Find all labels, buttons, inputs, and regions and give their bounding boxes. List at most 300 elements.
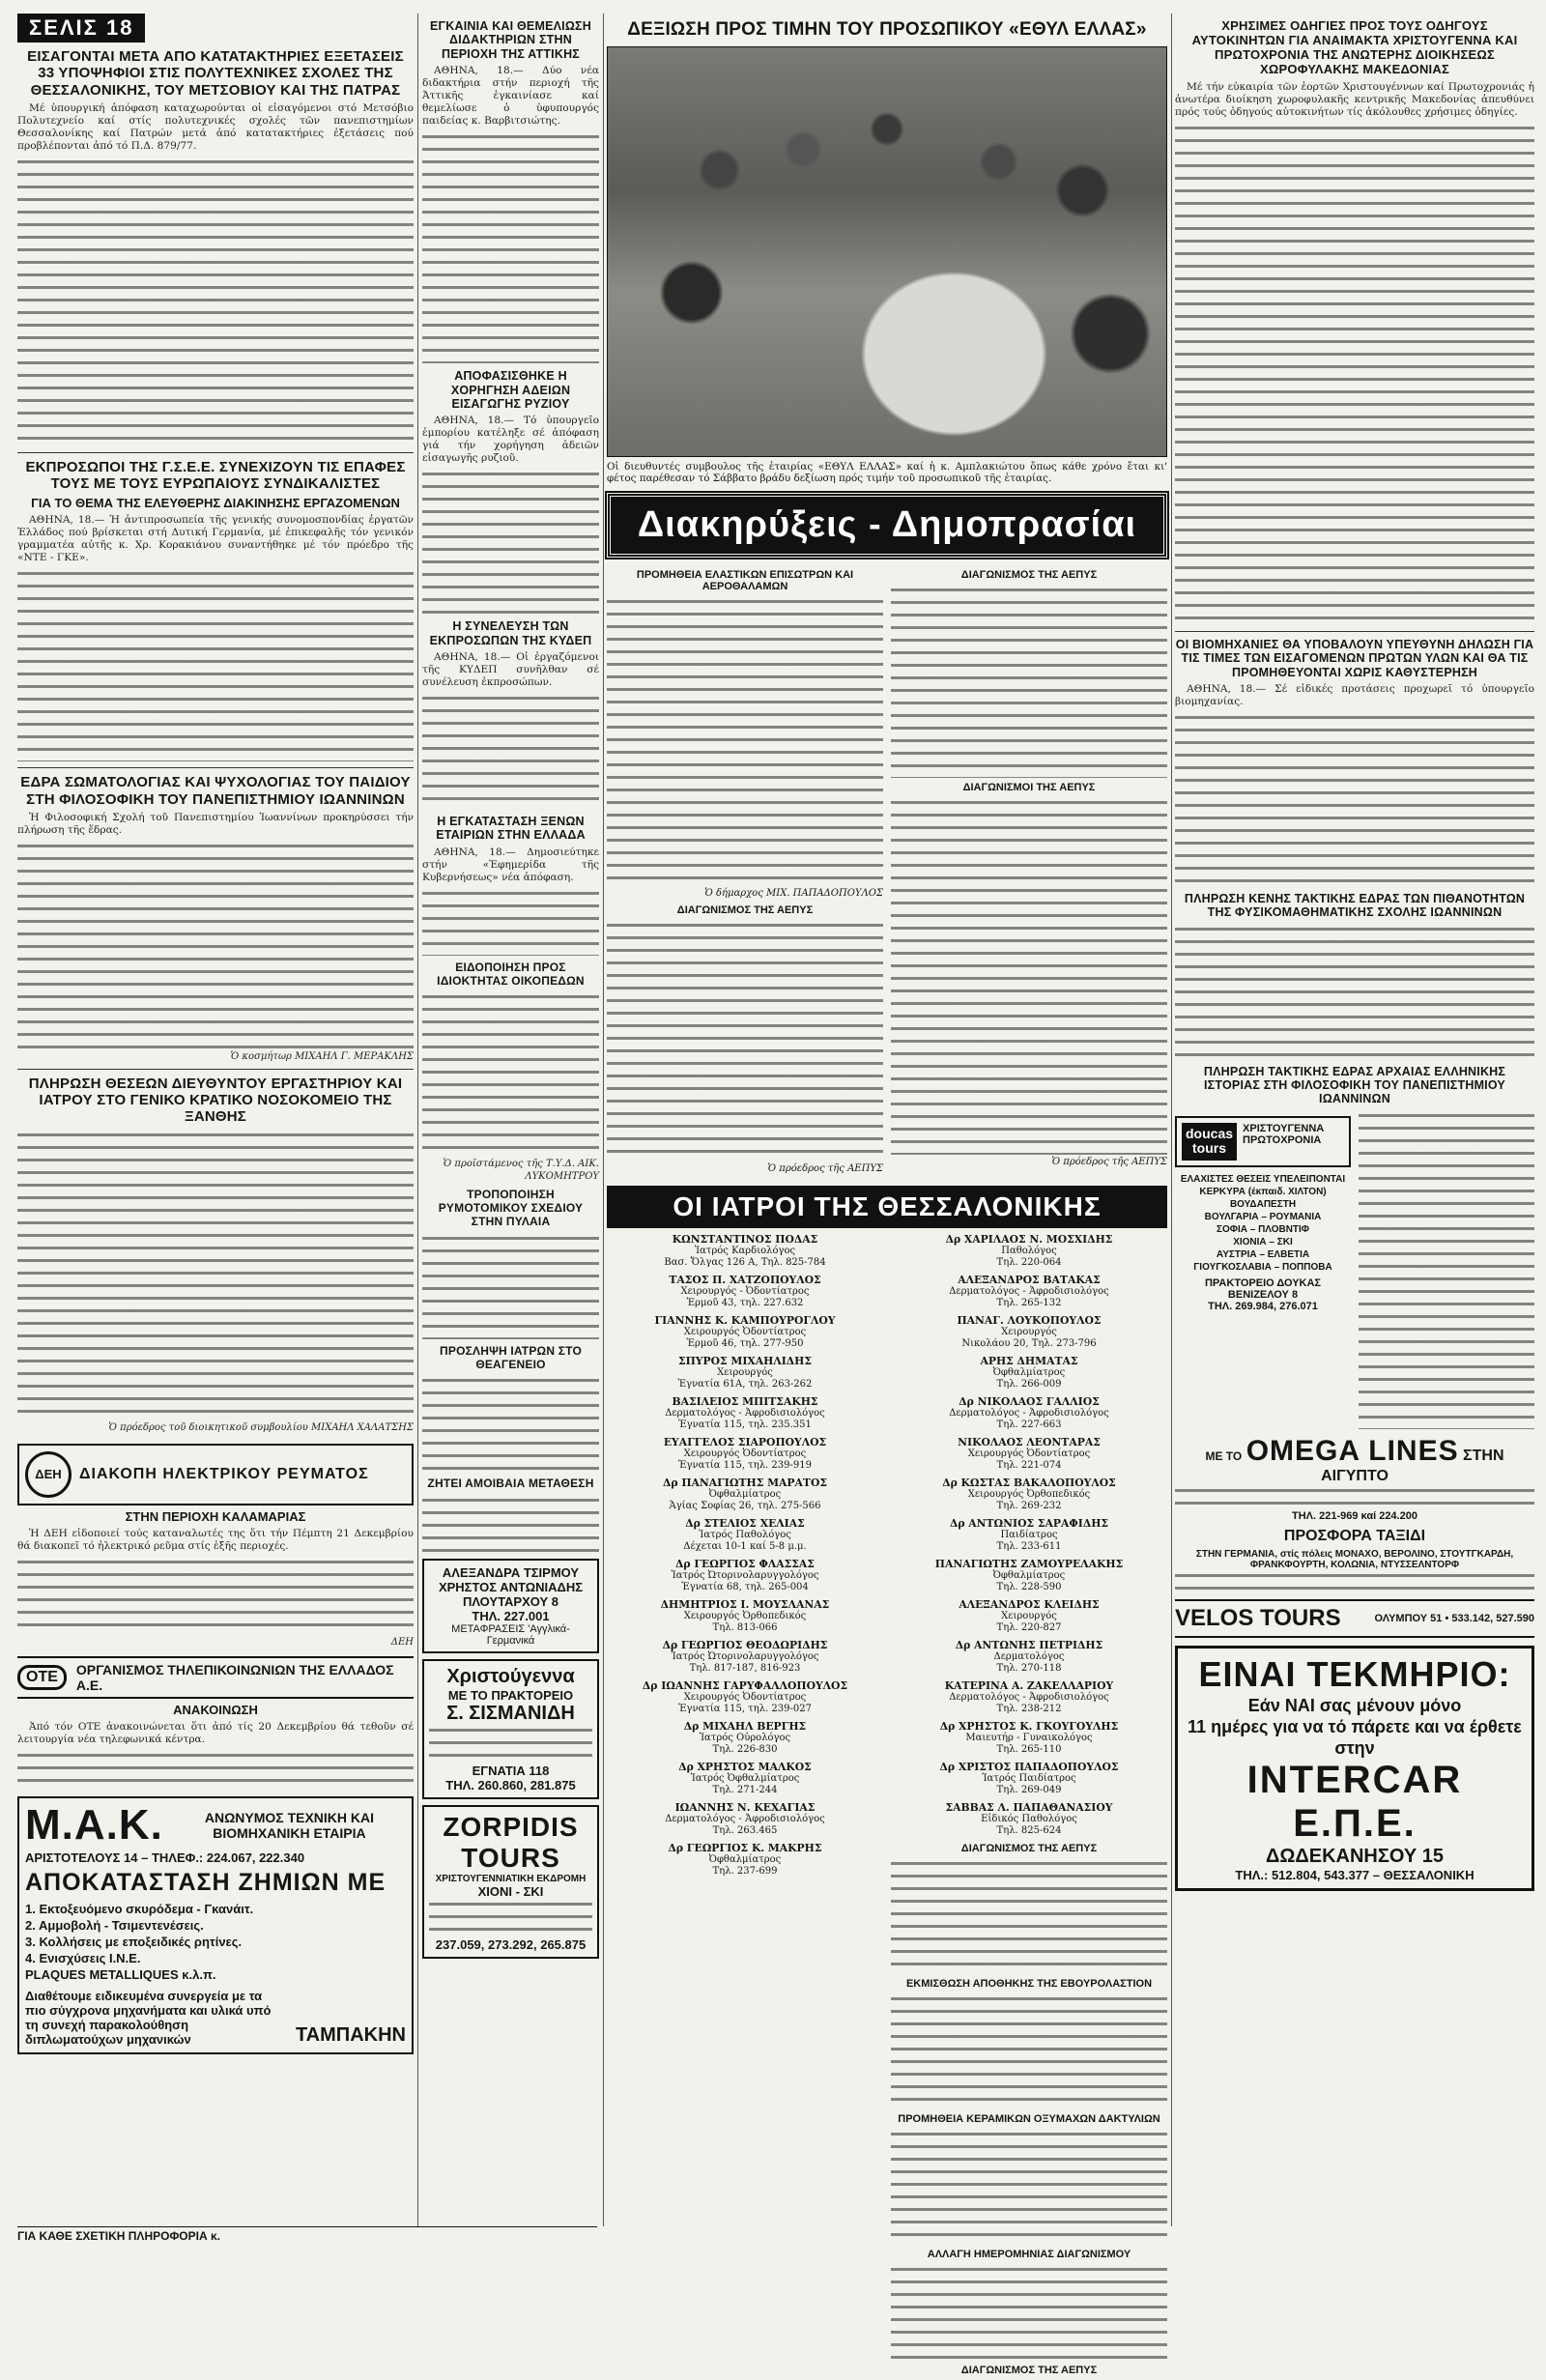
doucas-advert <box>1175 1116 1351 1167</box>
intercar-line: 11 ημέρες για να τό πάρετε και να έρθετε στην <box>1188 1716 1522 1758</box>
doctor-listing <box>607 1234 883 1269</box>
doctor-spec: Ὀφθαλμίατρος <box>708 1853 782 1865</box>
headline-gsee: ΕΚΠΡΟΣΩΠΟΙ ΤΗΣ Γ.Σ.Ε.Ε. ΣΥΝΕΧΙΖΟΥΝ ΤΙΣ ΕΠΑΦΕΣ ΤΟΥΣ ΜΕ ΤΟΥΣ ΕΥΡΩΠΑΙΟΥΣ ΣΥΝΔΙΚΑΛΙΣΤΕΣ <box>25 458 406 492</box>
doctor-name: ΚΩΝΣΤΑΝΤΙΝΟΣ ΠΟΔΑΣ <box>672 1232 818 1246</box>
doctor-spec: Χειρουργός - Ὀδοντίατρος <box>680 1285 810 1297</box>
zorpidis-advert <box>422 1805 599 1959</box>
doctor-listing <box>891 1599 1167 1634</box>
headline-probability-chair: ΠΛΗΡΩΣΗ ΚΕΝΗΣ ΤΑΚΤΙΚΗΣ ΕΔΡΑΣ ΤΩΝ ΠΙΘΑΝΟΤΗΤΩΝ ΤΗΣ ΦΥΣΙΚΟΜΑΘΗΜΑΤΙΚΗΣ ΣΧΟΛΗΣ ΙΩΑΝΝΙΝΩΝ <box>1184 891 1526 920</box>
doctor-addr: Τηλ. 228-590 <box>996 1581 1062 1592</box>
article-rice <box>422 415 599 614</box>
doucas-logo: doucas tours <box>1182 1123 1237 1161</box>
dei-text: Ἡ ΔΕΗ εἰδοποιεί τούς καταναλωτές της ὅτι τήν Πέμπτη 21 Δεκεμβρίου θά διακοπεῖ τό ἠλεκτρικό ρεῦμα στίς ἑξῆς περιοχές. <box>17 1527 414 1552</box>
doctor-spec: Ὀφθαλμίατρος <box>992 1366 1066 1378</box>
article-text-lines <box>1359 1110 1534 1429</box>
mak-name: ΤΑΜΠΑΚΗΝ <box>295 2023 406 2046</box>
doctor-name: ΙΩΑΝΝΗΣ Ν. ΚΕΧΑΓΙΑΣ <box>674 1800 816 1814</box>
doctor-addr: Ἐρμοῦ 46, τηλ. 277-950 <box>686 1337 804 1349</box>
doctor-listing <box>891 1762 1167 1796</box>
doucas-lines <box>1175 1173 1351 1274</box>
doctor-addr: Τηλ. 269-232 <box>996 1500 1062 1511</box>
tender-text-lines <box>891 1858 1167 1974</box>
doctor-listing <box>607 1721 883 1756</box>
ote-subtitle: ΑΝΑΚΟΙΝΩΣΗ <box>173 1702 258 1717</box>
article-xanthi-hospital <box>17 1130 414 1434</box>
doctor-listing <box>891 1275 1167 1309</box>
dei-notice <box>17 1444 414 1505</box>
tender-headline: ΑΛΛΑΓΗ ΗΜΕΡΟΜΗΝΙΑΣ ΔΙΑΓΩΝΙΣΜΟΥ <box>927 2248 1131 2260</box>
tenders-col-left <box>607 565 883 1180</box>
ad-text-lines <box>429 1725 592 1763</box>
doctor-name: ΑΡΗΣ ΔΗΜΑΤΑΣ <box>980 1354 1078 1367</box>
doctor-spec: Ἰατρός Παιδίατρος <box>982 1772 1076 1784</box>
doctor-addr: Τηλ. 813-066 <box>712 1621 778 1633</box>
velos-address: ΟΛΥΜΠΟΥ 51 • 533.142, 527.590 <box>1374 1612 1534 1624</box>
article-text: ΑΘΗΝΑ, 18.— Σέ εἰδικές προτάσεις προχωρεῖ τό ὑπουργεῖο βιομηχανίας. <box>1175 682 1534 707</box>
doctor-addr: Τηλ. 227-663 <box>996 1419 1062 1430</box>
tender-signature: Ὁ πρόεδρος τῆς ΑΕΠΥΣ <box>767 1162 883 1174</box>
doctor-listing <box>607 1396 883 1431</box>
omega-phone: ΤΗΛ. 221-969 καί 224.200 <box>1292 1509 1417 1522</box>
article-text-lines <box>422 1495 599 1553</box>
doctor-name: ΑΛΕΞΑΝΔΡΟΣ ΒΑΤΑΚΑΣ <box>958 1273 1101 1286</box>
doctor-addr: Τηλ. 220-064 <box>996 1256 1062 1268</box>
headline-drivers: ΧΡΗΣΙΜΕΣ ΟΔΗΓΙΕΣ ΠΡΟΣ ΤΟΥΣ ΟΔΗΓΟΥΣ ΑΥΤΟΚΙΝΗΤΩΝ ΓΙΑ ΑΝΑΙΜΑΚΤΑ ΧΡΙΣΤΟΥΓΕΝΝΑ ΚΑΙ ΠΡΩΤΟΧΡΟΝΙΑ ΤΗΣ ΑΝΩΤΕΡΗΣ ΔΙΟΙΚΗΣΕΩΣ ΧΩΡΟΦΥΛΑΚΗΣ ΜΑΚΕΔΟΝΙΑΣ <box>1191 18 1518 76</box>
zorpidis-logo: ZORPIDIS TOURS <box>443 1812 579 1874</box>
doctor-spec: Δερματολόγος - Ἀφροδισιολόγος <box>949 1691 1109 1703</box>
doctor-listing <box>607 1802 883 1837</box>
doctor-spec: Δερματολόγος - Ἀφροδισιολόγος <box>665 1813 825 1824</box>
intercar-address: ΔΩΔΕΚΑΝΗΣΟΥ 15 <box>1265 1845 1445 1867</box>
doctor-addr: Τηλ. 238-212 <box>996 1703 1062 1714</box>
ad-line: ΧΙΟΝΙ - ΣΚΙ <box>477 1884 544 1900</box>
column-rule <box>603 14 604 2226</box>
velos-advert <box>1175 1599 1534 1638</box>
doctor-spec: Ἰατρός Ὠτορινολαρυγγολόγος <box>671 1569 819 1581</box>
doctor-spec: Ἰατρός Παθολόγος <box>699 1529 791 1540</box>
doctor-listing <box>607 1680 883 1715</box>
ad-line: ΕΓΝΑΤΙΑ 118 <box>472 1763 550 1779</box>
doctor-name: Δρ ΚΩΣΤΑΣ ΒΑΚΑΛΟΠΟΥΛΟΣ <box>942 1476 1116 1489</box>
doctor-spec: Ἰατρός Ὠτορινολαρυγγολόγος <box>671 1650 819 1662</box>
photo-caption: Οἱ διευθυντές συμβουλος τῆς ἑταιρίας «ΕΘΥΛ ΕΛΛΑΣ» καί ἡ κ. Αμπλακιώτου ὅπως κάθε χρόνο ἔται κι' φέτος παρέθεσαν τό Σάββατο βράδυ δεξίωση πρός τιμήν τοῦ προσωπικοῦ τῆς ἑταιρίας. <box>607 460 1167 485</box>
sismanidis-advert <box>422 1659 599 1799</box>
doctor-name: ΣΑΒΒΑΣ Λ. ΠΑΠΑΘΑΝΑΣΙΟΥ <box>945 1800 1113 1814</box>
article-text-lines <box>1175 712 1534 886</box>
doctor-listing <box>607 1762 883 1796</box>
column-1 <box>17 14 414 2047</box>
doctor-spec: Δερματολόγος <box>993 1650 1065 1662</box>
offer-text: ΣΤΗΝ ΓΕΡΜΑΝΙΑ, στίς πόλεις ΜΟΝΑΧΟ, ΒΕΡΟΛΙΝΟ, ΣΤΟΥΤΓΚΑΡΔΗ, ΦΡΑΝΚΦΟΥΡΤΗ, ΚΟΛΩΝΙΑ, ΝΤΥΣΣΕΛΝΤΟΡΦ <box>1195 1548 1514 1570</box>
doctor-listing <box>891 1315 1167 1350</box>
ote-logo: ΟΤΕ <box>17 1665 67 1690</box>
article-industries <box>1175 683 1534 886</box>
doucas-line: ΣΟΦΙΑ – ΠΛΟΒΝΤΙΦ <box>1216 1223 1310 1235</box>
doctor-spec: Χειρουργός Ὀδοντίατρος <box>967 1448 1091 1459</box>
doctor-addr: Τηλ. 269-049 <box>996 1784 1062 1795</box>
doctor-addr: Βασ. Ὄλγας 126 Α, Τηλ. 825-784 <box>664 1256 826 1268</box>
headline-oikopeda: ΕΙΔΟΠΟΙΗΣΗ ΠΡΟΣ ΙΔΙΟΚΤΗΤΑΣ ΟΙΚΟΠΕΔΩΝ <box>437 960 585 988</box>
column-rule <box>1171 14 1172 2226</box>
dei-title: ΔΙΑΚΟΠΗ ΗΛΕΚΤΡΙΚΟΥ ΡΕΥΜΑΤΟΣ <box>79 1465 369 1482</box>
tender-signature: Ὁ πρόεδρος τῆς ΑΕΠΥΣ <box>1051 1156 1167 1167</box>
tender-headline: ΔΙΑΓΩΝΙΣΜΟΙ ΤΗΣ ΑΕΠΥΣ <box>962 781 1096 793</box>
article-text-lines <box>422 991 599 1156</box>
article-oikopeda <box>422 991 599 1183</box>
doctor-listing <box>607 1477 883 1512</box>
dei-subtitle: ΣΤΗΝ ΠΕΡΙΟΧΗ ΚΑΛΑΜΑΡΙΑΣ <box>125 1508 306 1524</box>
article-text-lines <box>1175 123 1534 625</box>
article-text: ΑΘΗΝΑ, 18.— Δημοσιεύτηκε στήν «Ἐφημερίδα τῆς Κυβερνήσεως» νέα ἀπόφαση. <box>422 846 599 883</box>
doctor-listing <box>607 1640 883 1675</box>
mak-top <box>25 1800 406 1849</box>
headline-somatologia: ΕΔΡΑ ΣΩΜΑΤΟΛΟΓΙΑΣ ΚΑΙ ΨΥΧΟΛΟΓΙΑΣ ΤΟΥ ΠΑΙΔΙΟΥ ΣΤΗ ΦΙΛΟΣΟΦΙΚΗ ΤΟΥ ΠΑΝΕΠΙΣΤΗΜΙΟΥ ΙΩΑΝΝΙΝΩΝ <box>20 774 411 808</box>
doctor-spec: Χειρουργός <box>717 1366 773 1378</box>
doctor-addr: Ἐγνατία 115, τηλ. 239-027 <box>678 1703 812 1714</box>
omega-text-lines <box>1175 1485 1534 1510</box>
doucas-line: ΧΙΟΝΙΑ – ΣΚΙ <box>1233 1236 1293 1247</box>
doucas-line: ΓΙΟΥΓΚΟΣΛΑΒΙΑ – ΠΟΠΠΟΒΑ <box>1193 1261 1332 1273</box>
headline-metathesi: ΖΗΤΕΙ ΑΜΟΙΒΑΙΑ ΜΕΤΑΘΕΣΗ <box>427 1477 594 1491</box>
mak-logo: Μ.Α.Κ. <box>25 1800 163 1849</box>
headline-admissions: ΕΙΣΑΓΟΝΤΑΙ ΜΕΤΑ ΑΠΟ ΚΑΤΑΤΑΚΤΗΡΙΕΣ ΕΞΕΤΑΣΕΙΣ 33 ΥΠΟΨΗΦΙΟΙ ΣΤΙΣ ΠΟΛΥΤΕΧΝΙΚΕΣ ΣΧΟΛΕΣ ΤΗΣ ΘΕΣΣΑΛΟΝΙΚΗΣ, ΤΟΥ ΜΕΤΣΟΒΙΟΥ ΚΑΙ ΤΗΣ ΠΑΤΡΑΣ <box>27 48 404 99</box>
doctor-spec: Παιδίατρος <box>1000 1529 1058 1540</box>
doctor-spec: Δερματολόγος - Ἀφροδισιολόγος <box>665 1407 825 1419</box>
tender-signature: Ὁ δήμαρχος ΜΙΧ. ΠΑΠΑΔΟΠΟΥΛΟΣ <box>704 887 883 899</box>
article-text: Μέ ὑπουργική ἀπόφαση καταχωρούνται οἱ εἰσαγόμενοι στό Μετσόβιο Πολυτεχνείο καί στίς πολυτεχνικές σχολές τῶν πανεπιστημίων Θεσσαλονίκης καί Πατρών μετά ἀπό κατατακτήριες ἐξετάσεις πού προβλέπονται ἀπό τό Π.Δ. 879/77. <box>17 101 414 152</box>
article-text-lines <box>422 131 599 363</box>
signature: Ὁ προϊστάμενος τῆς Τ.Υ.Δ. ΑΙΚ. ΛΥΚΟΜΗΤΡΟΥ <box>443 1159 599 1183</box>
article-text: ΑΘΗΝΑ, 18.— Οἱ ἐργαζόμενοι τῆς ΚΥΔΕΠ συνῆλθαν σέ συνέλευση ἐκπροσώπων. <box>422 651 599 688</box>
tender-headline: ΔΙΑΓΩΝΙΣΜΟΣ ΤΗΣ ΑΕΠΥΣ <box>960 568 1098 581</box>
ad-line: ΤΗΛ. 260.860, 281.875 <box>445 1778 576 1793</box>
headline-foreign-companies: Η ΕΓΚΑΤΑΣΤΑΣΗ ΞΕΝΩΝ ΕΤΑΙΡΙΩΝ ΣΤΗΝ ΕΛΛΑΔΑ <box>436 815 586 843</box>
ad-phone: 237.059, 273.292, 265.875 <box>435 1937 587 1953</box>
doctor-addr: Τηλ. 233-611 <box>996 1540 1062 1552</box>
dei-body <box>17 1528 414 1649</box>
column-4 <box>1175 14 1534 2236</box>
doctor-addr: Τηλ. 265-132 <box>996 1297 1062 1308</box>
mak-services <box>25 1901 406 1983</box>
doctor-addr: Τηλ. 270-118 <box>996 1662 1062 1674</box>
mak-advert <box>17 1796 414 2054</box>
omega-name: OMEGA LINES <box>1245 1434 1459 1467</box>
ad-line: Σ. ΣΙΣΜΑΝΙΔΗ <box>446 1703 575 1725</box>
divider <box>17 1069 414 1070</box>
ad-line: ΑΛΕΞΑΝΔΡΑ ΤΣΙΡΜΟΥ <box>442 1565 580 1581</box>
ote-name: ΟΡΓΑΝΙΣΜΟΣ ΤΗΛΕΠΙΚΟΙΝΩΝΙΩΝ ΤΗΣ ΕΛΛΑΔΟΣ Α.Ε. <box>75 1661 394 1693</box>
doctor-listing <box>607 1437 883 1472</box>
intercar-line: Εάν ΝΑΙ σας μένουν μόνο <box>1247 1695 1462 1715</box>
mak-service: 1. Εκτοξευόμενο σκυρόδεμα - Γκανάιτ. <box>25 1901 254 1916</box>
doucas-line: ΒΟΥΔΑΠΕΣΤΗ <box>1229 1198 1297 1210</box>
doctor-spec: Χειρουργός Ὀδοντίατρος <box>683 1448 807 1459</box>
doctor-listing <box>607 1275 883 1309</box>
doctor-name: ΠΑΝΑΓ. ΛΟΥΚΟΠΟΥΛΟΣ <box>957 1313 1102 1327</box>
doctor-spec: Ὀφθαλμίατρος <box>708 1488 782 1500</box>
ote-text: Ἀπό τόν ΟΤΕ ἀνακοινώνεται ὅτι ἀπό τίς 20 Δεκεμβρίου θά τεθοῦν σέ λειτουργία νέα τηλεφωνικά κέντρα. <box>17 1720 414 1745</box>
doctor-name: Δρ ΣΤΕΛΙΟΣ ΧΕΛΙΑΣ <box>685 1516 805 1530</box>
divider <box>17 452 414 453</box>
doctor-spec: Ἰατρός Καρδιολόγος <box>694 1245 796 1256</box>
tender-text-lines <box>891 797 1167 1155</box>
subheadline-gsee: ΓΙΑ ΤΟ ΘΕΜΑ ΤΗΣ ΕΛΕΥΘΕΡΗΣ ΔΙΑΚΙΝΗΣΗΣ ΕΡΓΑΖΟΜΕΝΩΝ <box>31 496 400 511</box>
doctor-spec: Ἰατρός Οὐρολόγος <box>699 1732 791 1743</box>
mak-service: PLAQUES METALLIQUES κ.λ.π. <box>25 1966 216 1982</box>
doctor-addr: Τηλ. 266-009 <box>996 1378 1062 1390</box>
doctor-addr: Ἐγνατία 68, τηλ. 265-004 <box>681 1581 809 1592</box>
doctor-name: Δρ ΧΑΡΙΛΑΟΣ Ν. ΜΟΣΧΙΔΗΣ <box>945 1232 1113 1246</box>
doctors-banner: ΟΙ ΙΑΤΡΟΙ ΤΗΣ ΘΕΣΣΑΛΟΝΙΚΗΣ <box>607 1186 1167 1228</box>
ducas-wrap <box>1175 1110 1351 1429</box>
doctor-addr: Τηλ. 263.465 <box>712 1824 778 1836</box>
tender-headline: ΠΡΟΜΗΘΕΙΑ ΕΛΑΣΤΙΚΩΝ ΕΠΙΣΩΤΡΩΝ ΚΑΙ ΑΕΡΟΘΑΛΑΜΩΝ <box>636 568 854 592</box>
article-pylaia <box>422 1233 599 1339</box>
doctor-listing <box>891 1640 1167 1675</box>
history-chair-row <box>1175 1110 1534 1429</box>
ad-line: Χριστούγεννα <box>446 1666 575 1688</box>
ad-line: ΧΡΙΣΤΟΥΓΕΝΝΙΑΤΙΚΗ ΕΚΔΡΟΜΗ <box>435 1874 587 1885</box>
tender-text-lines <box>607 920 883 1161</box>
headline-xanthi-hospital: ΠΛΗΡΩΣΗ ΘΕΣΕΩΝ ΔΙΕΥΘΥΝΤΟΥ ΕΡΓΑΣΤΗΡΙΟΥ ΚΑΙ ΙΑΤΡΟΥ ΣΤΟ ΓΕΝΙΚΟ ΚΡΑΤΙΚΟ ΝΟΣΟΚΟΜΕΙΟ ΤΗΣ ΞΑΝΘΗΣ <box>28 1075 403 1126</box>
article-text-lines <box>17 841 414 1048</box>
doctor-addr: Τηλ. 825-624 <box>996 1824 1062 1836</box>
doctor-listing <box>891 1234 1167 1269</box>
article-text-lines <box>17 1130 414 1419</box>
doctor-name: Δρ ΠΑΝΑΓΙΩΤΗΣ ΜΑΡΑΤΟΣ <box>663 1476 827 1489</box>
headline-theageneio: ΠΡΟΣΛΗΨΗ ΙΑΤΡΩΝ ΣΤΟ ΘΕΑΓΕΝΕΙΟ <box>440 1343 582 1371</box>
tender-headline: ΔΙΑΓΩΝΙΣΜΟΣ ΤΗΣ ΑΕΠΥΣ <box>676 903 814 916</box>
omega-post: ΣΤΗΝ ΑΙΓΥΠΤΟ <box>1321 1447 1504 1484</box>
doctor-name: Δρ ΓΕΩΡΓΙΟΣ ΘΕΟΔΩΡΙΔΗΣ <box>662 1638 828 1651</box>
doctor-name: Δρ ΑΝΤΩΝΙΟΣ ΣΑΡΑΦΙΔΗΣ <box>949 1516 1109 1530</box>
doctor-spec: Δερματολόγος - Ἀφροδισιολόγος <box>949 1407 1109 1419</box>
article-drivers <box>1175 81 1534 625</box>
doctor-addr: Ἐγνατία 115, τηλ. 239-919 <box>678 1459 812 1471</box>
page-number-badge: ΣΕΛΙΣ 18 <box>17 14 145 43</box>
ote-body <box>17 1721 414 1789</box>
tender-headline: ΔΙΑΓΩΝΙΣΜΟΣ ΤΗΣ ΑΕΠΥΣ <box>960 1842 1098 1854</box>
article-text: Ἡ Φιλοσοφική Σχολή τοῦ Πανεπιστημίου Ἰωαννίνων προκηρύσσει τήν πλήρωση τῆς ἕδρας. <box>17 811 414 836</box>
article-admissions <box>17 102 414 446</box>
signature: Ὁ κοσμήτωρ ΜΙΧΑΗΛ Γ. ΜΕΡΑΚΛΗΣ <box>230 1050 414 1062</box>
doctor-name: Δρ ΑΝΤΩΝΗΣ ΠΕΤΡΙΔΗΣ <box>955 1638 1103 1651</box>
doctor-spec: Χειρουργός Ὀρθοπεδικός <box>683 1610 807 1621</box>
tenders-col-mid <box>891 565 1167 1180</box>
ad-line: ΤΗΛ. 227.001 <box>472 1609 550 1624</box>
doucas-line: ΕΛΑΧΙΣΤΕΣ ΘΕΣΕΙΣ ΥΠΕΛΕΙΠΟΝΤΑΙ <box>1180 1173 1346 1185</box>
headline-kydep: Η ΣΥΝΕΛΕΥΣΗ ΤΩΝ ΕΚΠΡΟΣΩΠΩΝ ΤΗΣ ΚΥΔΕΠ <box>429 619 592 647</box>
ad-line: ΠΛΟΥΤΑΡΧΟΥ 8 <box>462 1594 559 1610</box>
article-kydep <box>422 651 599 809</box>
doctor-spec: Εἰδικός Παθολόγος <box>981 1813 1077 1824</box>
headline-industries: ΟΙ ΒΙΟΜΗΧΑΝΙΕΣ ΘΑ ΥΠΟΒΑΛΟΥΝ ΥΠΕΥΘΥΝΗ ΔΗΛΩΣΗ ΓΙΑ ΤΙΣ ΤΙΜΕΣ ΤΩΝ ΕΙΣΑΓΟΜΕΝΩΝ ΠΡΩΤΩΝ ΥΛΩΝ ΚΑΙ ΘΑ ΤΙΣ ΠΡΟΜΗΘΕΥΟΝΤΑΙ ΧΩΡΙΣ ΚΑΘΥΣΤΕΡΗΣΗ <box>1175 637 1534 679</box>
doctor-spec: Χειρουργός Ὀρθοπεδικός <box>967 1488 1091 1500</box>
mak-headline: ΑΠΟΚΑΤΑΣΤΑΣΗ ΖΗΜΙΩΝ ΜΕ <box>25 1868 386 1896</box>
tenders-section <box>607 565 1167 1180</box>
doctor-spec: Παθολόγος <box>1001 1245 1057 1256</box>
mak-service: 4. Ενισχύσεις Ι.Ν.Ε. <box>25 1950 141 1965</box>
article-text-lines <box>422 1375 599 1472</box>
tenders-col-right <box>891 1234 1167 2380</box>
doctor-addr: Ἁγίας Σοφίας 26, τηλ. 275-566 <box>669 1500 821 1511</box>
article-text: Μέ τήν εὐκαιρία τῶν ἑορτῶν Χριστουγέννων καί Πρωτοχρονιάς ἡ ἀνωτέρα διοίκηση χωροφυλακῆς κεντρικῆς Μακεδονίας ἀπευθύνει πρός τούς ὁδηγούς αὐτοκινήτων τίς ἀκόλουθες χρήσιμες ὁδηγίες. <box>1175 80 1534 118</box>
doctor-spec: Ἰατρός Ὀφθαλμίατρος <box>690 1772 800 1784</box>
doctor-name: Δρ ΓΕΩΡΓΙΟΣ Κ. ΜΑΚΡΗΣ <box>668 1841 822 1854</box>
doctor-listing <box>891 1518 1167 1553</box>
article-text-lines <box>17 568 414 761</box>
doucas-phone: ΤΗΛ. 269.984, 276.071 <box>1208 1300 1318 1312</box>
article-text-lines <box>17 1557 414 1634</box>
offer-text-lines <box>1175 1570 1534 1599</box>
doctor-addr: Δέχεται 10-1 καί 5-8 μ.μ. <box>683 1540 807 1552</box>
doctor-addr: Τηλ. 271-244 <box>712 1784 778 1795</box>
article-theageneio <box>422 1375 599 1472</box>
doctor-addr: Τηλ. 226-830 <box>712 1743 778 1755</box>
intercar-phone: ΤΗΛ.: 512.804, 543.377 – ΘΕΣΣΑΛΟΝΙΚΗ <box>1235 1867 1474 1882</box>
doucas-address: ΠΡΑΚΤΟΡΕΙΟ ΔΟΥΚΑΣ ΒΕΝΙΖΕΛΟΥ 8 <box>1204 1276 1322 1301</box>
omega-advert <box>1175 1435 1534 1522</box>
dei-logo: ΔΕΗ <box>25 1451 72 1498</box>
doctors-col-right <box>891 1234 1167 1837</box>
article-text: ΑΘΗΝΑ, 18.— Δύο νέα διδακτήρια στήν περιοχή τῆς Ἀττικῆς ἐγκαινίασε καί θεμελίωσε ὁ ὑφυπουργός παιδείας κ. Βαρβιτσιώτης. <box>422 65 599 128</box>
doctor-name: ΒΑΣΙΛΕΙΟΣ ΜΠΙΤΣΑΚΗΣ <box>672 1394 818 1408</box>
doctor-spec: Χειρουργός <box>1001 1610 1057 1621</box>
doctor-spec: Χειρουργός Ὀδοντίατρος <box>683 1326 807 1337</box>
tender-text-lines <box>607 596 883 886</box>
mak-service: 2. Αμμοβολή - Τσιμεντενέσεις. <box>25 1917 204 1933</box>
article-text-lines <box>17 1750 414 1789</box>
doctor-name: Δρ ΓΕΩΡΓΙΟΣ ΦΛΑΣΣΑΣ <box>675 1557 815 1570</box>
offer-headline: ΠΡΟΣΦΟΡΑ ΤΑΞΙΔΙ <box>1283 1527 1426 1544</box>
doctor-spec: Δερματολόγος - Ἀφροδισιολόγος <box>949 1285 1109 1297</box>
event-photo <box>607 46 1167 457</box>
doctor-listing <box>607 1599 883 1634</box>
article-text-lines <box>17 157 414 446</box>
doctor-listing <box>891 1680 1167 1715</box>
doctor-name: ΓΙΑΝΝΗΣ Κ. ΚΑΜΠΟΥΡΟΓΛΟΥ <box>654 1313 836 1327</box>
ad-line: ΧΡΗΣΤΟΣ ΑΝΤΩΝΙΑΔΗΣ <box>438 1580 584 1595</box>
article-text-lines <box>1175 924 1534 1059</box>
divider <box>17 767 414 768</box>
doctor-addr: Ἐγνατία 115, τηλ. 235.351 <box>678 1419 812 1430</box>
intercar-advert <box>1175 1646 1534 1891</box>
tender-headline: ΠΡΟΜΗΘΕΙΑ ΚΕΡΑΜΙΚΩΝ ΟΞΥΜΑΧΩΝ ΔΑΚΤΥΛΙΩΝ <box>898 2112 1160 2125</box>
doctor-name: Δρ ΧΡΙΣΤΟΣ ΠΑΠΑΔΟΠΟΥΛΟΣ <box>939 1760 1119 1773</box>
doctor-addr: Ἐρμοῦ 43, τηλ. 227.632 <box>686 1297 804 1308</box>
tender-headline: ΕΚΜΙΣΘΩΣΗ ΑΠΟΘΗΚΗΣ ΤΗΣ ΕΒΟΥΡΟΛΑΣΤΙΟΝ <box>905 1977 1153 1990</box>
doctor-listing <box>607 1518 883 1553</box>
article-text-lines <box>422 1233 599 1339</box>
article-metathesi <box>422 1495 599 1553</box>
doctor-name: ΤΑΣΟΣ Π. ΧΑΤΖΟΠΟΥΛΟΣ <box>669 1273 821 1286</box>
doctor-listing <box>607 1356 883 1391</box>
doctor-name: Δρ ΧΡΗΣΤΟΣ ΜΑΛΚΟΣ <box>678 1760 812 1773</box>
tender-text-lines <box>891 2129 1167 2245</box>
article-text-lines <box>422 888 599 956</box>
doctor-name: ΚΑΤΕΡΙΝΑ Α. ΖΑΚΕΛΛΑΡΙΟΥ <box>944 1678 1114 1692</box>
doctor-name: Δρ ΙΩΑΝΝΗΣ ΓΑΡΥΦΑΛΛΟΠΟΥΛΟΣ <box>642 1678 848 1692</box>
article-text: ΑΘΗΝΑ, 18.— Ἡ ἀντιπροσωπεία τῆς γενικής συνομοσπονδίας ἐργατῶν Ἑλλάδος πού βρίσκεται στή Δυτική Γερμανία, μέ ἐπικεφαλῆς τόν γενικόν γραμματέα αὐτῆς κ. Χρ. Κορακιάνου συναντήθηκε μέ τόν πρόεδρο τῆς «ΝΤΕ - ΓΚΕ». <box>17 514 414 564</box>
doctor-listing <box>891 1437 1167 1472</box>
doctor-listing <box>607 1559 883 1593</box>
divider <box>1175 631 1534 632</box>
doctor-addr: Τηλ. 817-187, 816-923 <box>689 1662 801 1674</box>
doctor-listing <box>891 1559 1167 1593</box>
doucas-line: ΚΕΡΚΥΡΑ (έκπαιδ. ΧΙΛΤΟΝ) <box>1199 1186 1327 1197</box>
doctor-name: ΣΠΥΡΟΣ ΜΙΧΑΗΛΙΔΗΣ <box>677 1354 813 1367</box>
intercar-headline: ΕΙΝΑΙ ΤΕΚΜΗΡΙΟ: <box>1198 1653 1511 1694</box>
mak-bottom-strip: ΓΙΑ ΚΑΘΕ ΣΧΕΤΙΚΗ ΠΛΗΡΟΦΟΡΙΑ κ. <box>17 2226 597 2243</box>
article-text: ΑΘΗΝΑ, 18.— Τό ὑπουργεῖο ἐμπορίου κατέληξε σέ ἀπόφαση γιά τήν χορήγηση ἀδειῶν εἰσαγωγῆς ρυζιοῦ. <box>422 415 599 465</box>
column-rule <box>417 14 418 2226</box>
tender-text-lines <box>891 585 1167 778</box>
mak-address: ΑΡΙΣΤΟΤΕΛΟΥΣ 14 – ΤΗΛΕΦ.: 224.067, 222.340 <box>25 1850 305 1865</box>
doctor-addr: Τηλ. 237-699 <box>712 1865 778 1877</box>
doctor-listing <box>891 1802 1167 1837</box>
translation-advert <box>422 1559 599 1653</box>
doctor-name: ΑΛΕΞΑΝΔΡΟΣ ΚΛΕΙΔΗΣ <box>959 1597 1100 1611</box>
mak-service: 3. Κολλήσεις με εποξειδικές ρητίνες. <box>25 1934 243 1949</box>
ad-line: ΜΕΤΑΦΡΑΣΕΙΣ 'Αγγλικά-Γερμανικά <box>451 1623 570 1648</box>
ad-text-lines <box>429 1899 592 1937</box>
doctor-name: ΠΑΝΑΓΙΩΤΗΣ ΖΑΜΟΥΡΕΛΑΚΗΣ <box>934 1557 1124 1570</box>
headline-ethyl: ΔΕΞΙΩΣΗ ΠΡΟΣ ΤΙΜΗΝ ΤΟΥ ΠΡΟΣΩΠΙΚΟΥ «ΕΘΥΛ ΕΛΛΑΣ» <box>627 19 1147 40</box>
doctor-name: Δρ ΝΙΚΟΛΑΟΣ ΓΑΛΛΙΟΣ <box>959 1394 1100 1408</box>
headline-rice: ΑΠΟΦΑΣΙΣΘΗΚΕ Η ΧΟΡΗΓΗΣΗ ΑΔΕΙΩΝ ΕΙΣΑΓΩΓΗΣ ΡΥΖΙΟΥ <box>450 369 571 411</box>
tender-headline: ΔΙΑΓΩΝΙΣΜΟΣ ΤΗΣ ΑΕΠΥΣ <box>960 2364 1098 2376</box>
doctor-spec: Ὀφθαλμίατρος <box>992 1569 1066 1581</box>
mak-note: Διαθέτουμε ειδικευμένα συνεργεία με τα πιο σύγχρονα μηχανήματα και υλικά υπό τη συνεχή παρακολούθηση διπλωματούχων μηχανικών <box>25 1988 272 2047</box>
doctor-name: ΕΥΑΓΓΕΛΟΣ ΣΙΑΡΟΠΟΥΛΟΣ <box>663 1435 827 1448</box>
dei-sign: ΔΕΗ <box>390 1636 414 1648</box>
doctor-listing <box>607 1315 883 1350</box>
doucas-line: ΑΥΣΤΡΙΑ – ΕΛΒΕΤΙΑ <box>1216 1248 1310 1260</box>
doctor-addr: Τηλ. 221-074 <box>996 1459 1062 1471</box>
velos-name: VELOS TOURS <box>1175 1604 1341 1631</box>
doucas-line: ΒΟΥΛΓΑΡΙΑ – ΡΟΥΜΑΝΙΑ <box>1204 1211 1322 1222</box>
doctors-col-left <box>607 1234 883 2380</box>
doctor-name: ΝΙΚΟΛΑΟΣ ΛΕΟΝΤΑΡΑΣ <box>958 1435 1101 1448</box>
ad-line: ΜΕ ΤΟ ΠΡΑΚΤΟΡΕΙΟ <box>447 1688 574 1704</box>
column-3 <box>607 14 1167 2376</box>
doctor-addr: Τηλ. 265-110 <box>996 1743 1062 1755</box>
article-gsee <box>17 514 414 761</box>
doctor-spec: Μαιευτήρ - Γυναικολόγος <box>965 1732 1093 1743</box>
doctor-listing <box>891 1721 1167 1756</box>
doctors-section <box>607 1234 1167 2380</box>
omega-pre: ΜΕ ΤΟ <box>1205 1448 1243 1463</box>
doctor-listing <box>891 1396 1167 1431</box>
doctor-addr: Νικολάου 20, Τηλ. 273-796 <box>961 1337 1097 1349</box>
mak-footer <box>25 1989 406 2047</box>
signature: Ὁ πρόεδρος τοῦ διοικητικοῦ συμβουλίου ΜΙΧΑΗΛ ΧΑΛΑΤΣΗΣ <box>108 1421 414 1433</box>
doctor-name: Δρ ΧΡΗΣΤΟΣ Κ. ΓΚΟΥΓΟΥΛΗΣ <box>939 1719 1119 1733</box>
doctor-spec: Χειρουργός Ὀδοντίατρος <box>683 1691 807 1703</box>
doctor-listing <box>607 1843 883 1878</box>
doctor-name: Δρ ΜΙΧΑΗΛ ΒΕΡΓΗΣ <box>683 1719 807 1733</box>
article-text-lines <box>422 693 599 809</box>
tender-text-lines <box>891 2264 1167 2361</box>
doctor-spec: Χειρουργός <box>1001 1326 1057 1337</box>
doctor-listing <box>891 1356 1167 1391</box>
doctor-name: ΔΗΜΗΤΡΙΟΣ Ι. ΜΟΥΣΛΑΝΑΣ <box>660 1597 830 1611</box>
headline-pylaia: ΤΡΟΠΟΠΟΙΗΣΗ ΡΥΜΟΤΟΜΙΚΟΥ ΣΧΕΔΙΟΥ ΣΤΗΝ ΠΥΛΑΙΑ <box>438 1188 584 1228</box>
tenders-banner: Διακηρύξεις - Δημοπρασίαι <box>607 493 1167 558</box>
headline-history-chair: ΠΛΗΡΩΣΗ ΤΑΚΤΙΚΗΣ ΕΔΡΑΣ ΑΡΧΑΙΑΣ ΕΛΛΗΝΙΚΗΣ ΙΣΤΟΡΙΑΣ ΣΤΗ ΦΙΛΟΣΟΦΙΚΗ ΤΟΥ ΠΑΝΕΠΙΣΤΗΜΙΟΥ ΙΩΑΝΝΙΝΩΝ <box>1203 1064 1506 1106</box>
doucas-title: ΧΡΙΣΤΟΥΓΕΝΝΑ ΠΡΩΤΟΧΡΟΝΙΑ <box>1243 1122 1325 1146</box>
mak-company: ΑΝΩΝΥΜΟΣ ΤΕΧΝΙΚΗ ΚΑΙ ΒΙΟΜΗΧΑΝΙΚΗ ΕΤΑΙΡΙΑ <box>204 1809 375 1841</box>
